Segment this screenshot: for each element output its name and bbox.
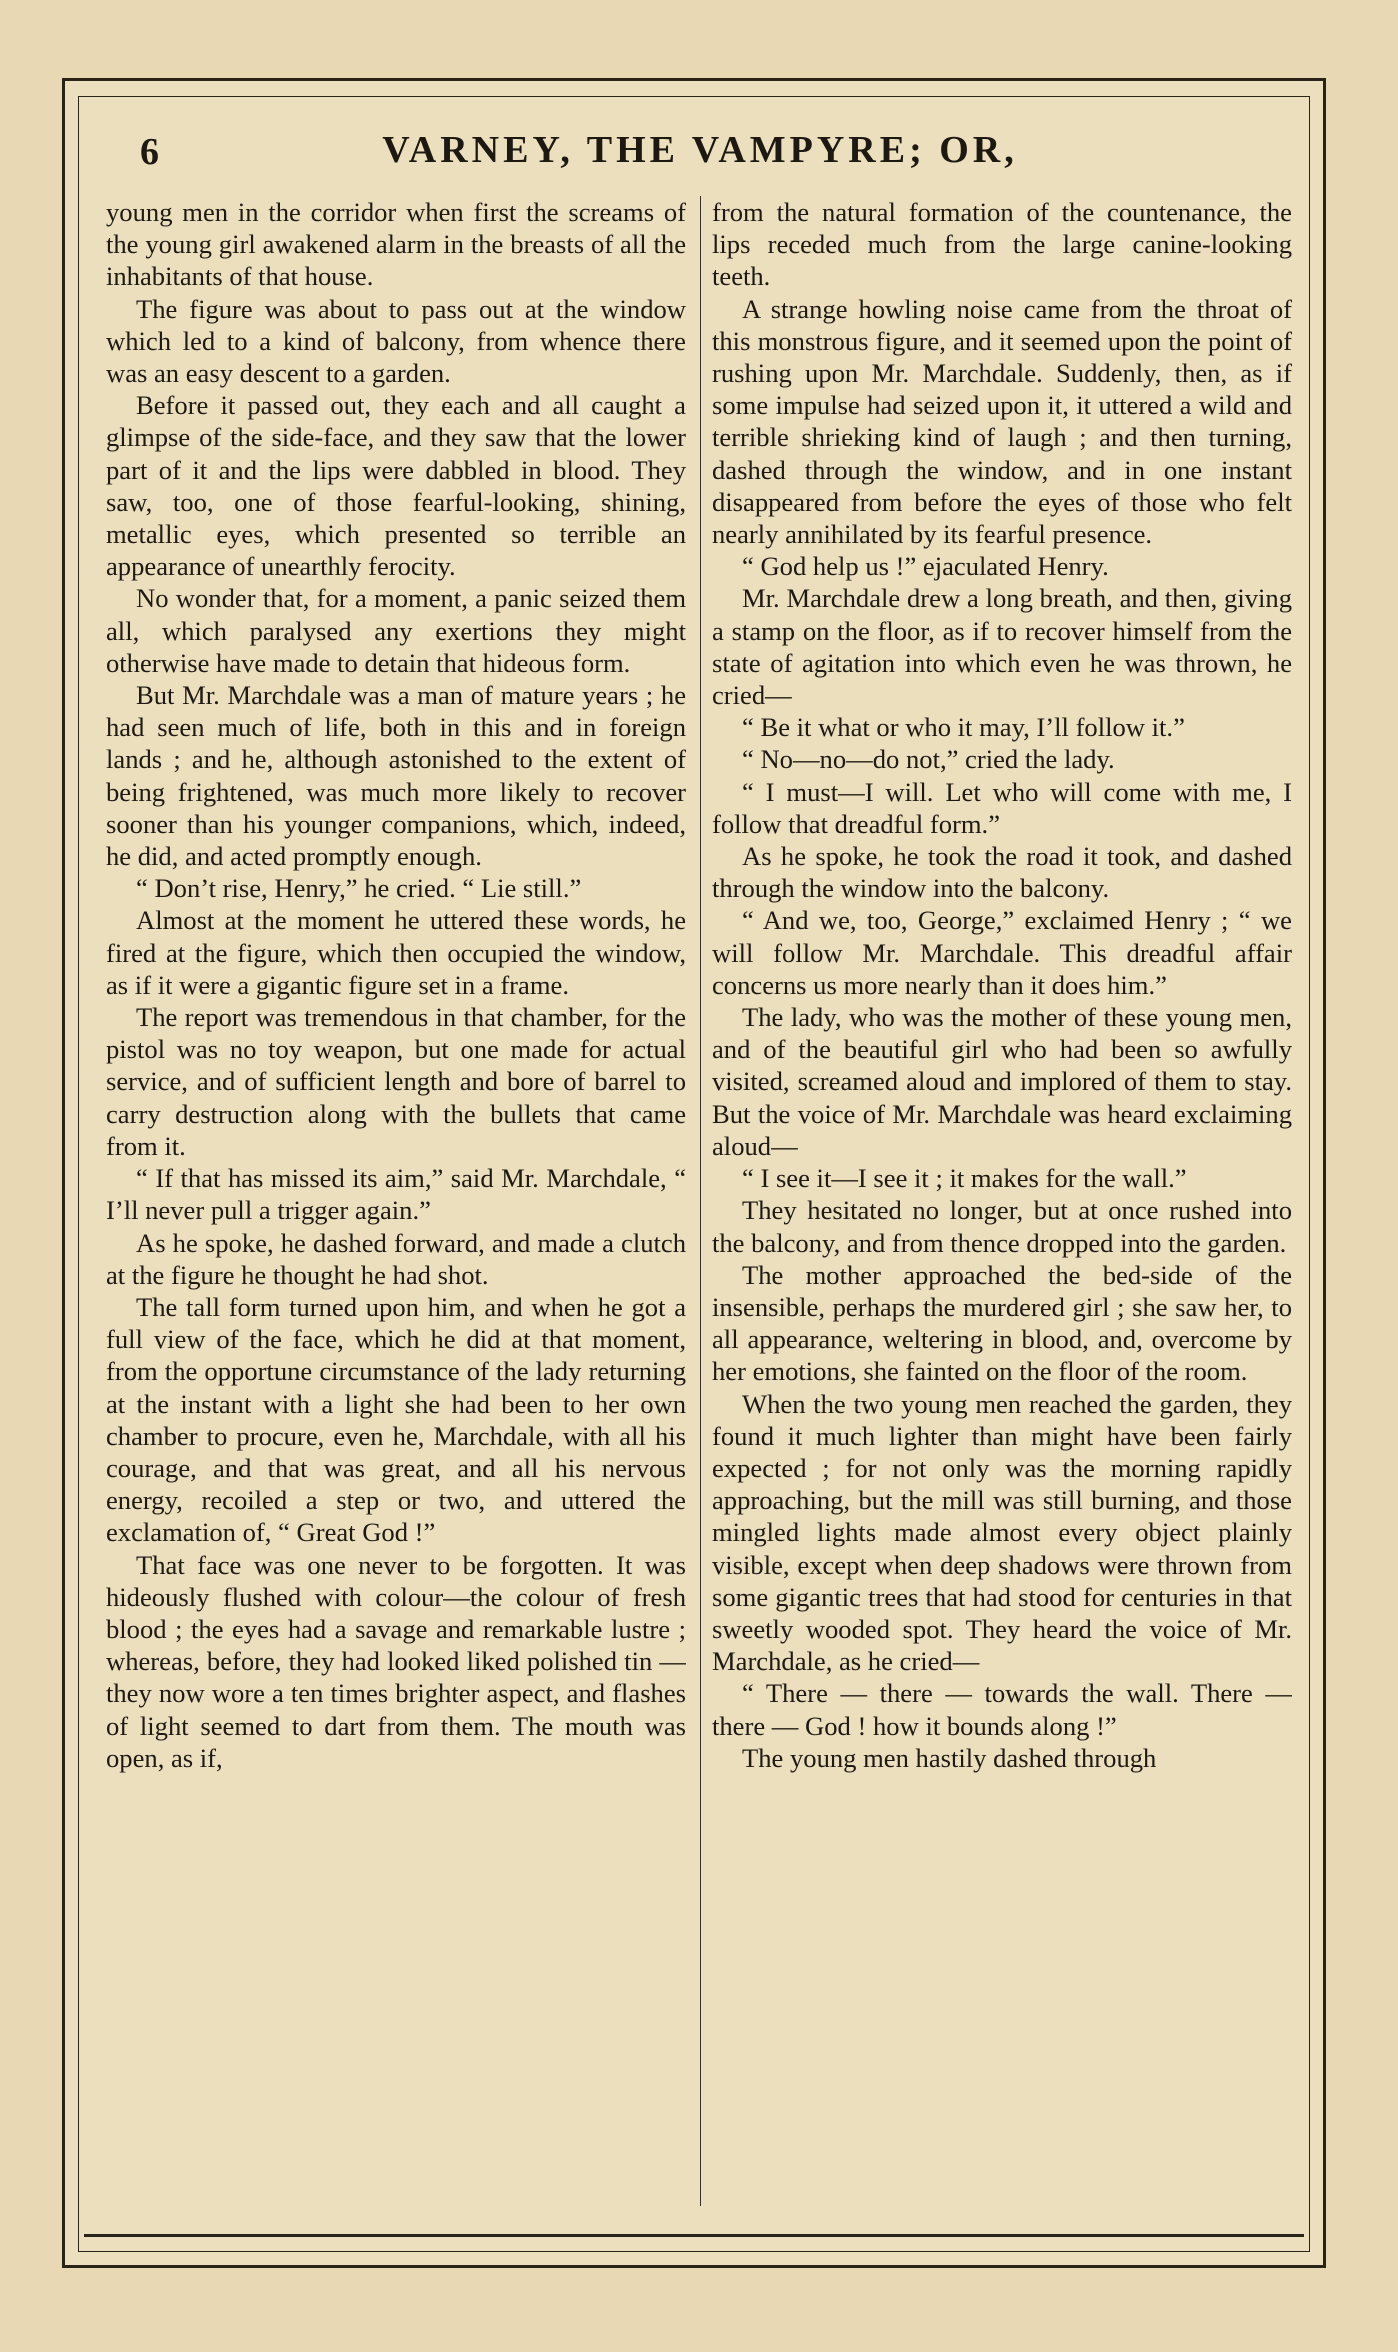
paragraph: “ Be it what or who it may, I’ll follow it.” [742,712,1185,743]
column-divider [700,196,701,2206]
paragraph: That face was one never to be forgotten. It was hideously flushed with colour—the colour of fresh blood ; the eyes had a savage and remarkable lustre ; whereas, before, they had looked liked polished tin —they now wore a ten times brighter aspect, and flashes of light seemed to dart from them. The mouth was open, as if, [106,1549,686,1773]
paragraph: As he spoke, he took the road it took, and dashed through the window into the balcony. [712,841,1292,904]
paragraph: “ No—no—do not,” cried the lady. [742,744,1115,775]
paragraph: “ There — there — towards the wall. There — there — God ! how it bounds along !” [712,1678,1292,1741]
paragraph: The report was tremendous in that chamber, for the pistol was no toy weapon, but one made for actual service, and of sufficient length and bore of barrel to carry destruction along with the bullets that came from it. [106,1002,686,1161]
paragraph: Almost at the moment he uttered these words, he fired at the figure, which then occupied the window, as if it were a gigantic figure set in a frame. [106,905,686,1000]
paragraph: A strange howling noise came from the throat of this monstrous figure, and it seemed upon the point of rushing upon Mr. Marchdale. Suddenly, then, as if some impulse had seized upon it, it uttered a wild and terrible shrieking kind of laugh ; and then turning, dashed through the window, and in one instant disappeared from before the eyes of those who felt nearly annihilated by its fearful presence. [712,293,1292,550]
paragraph: When the two young men reached the garden, they found it much lighter than might have been fairly expected ; for not only was the morning rapidly approaching, but the mill was still burning, and those mingled lights made almost every object plainly visible, except when deep shadows were thrown from some gigantic trees that had stood for centuries in that sweetly wooded spot. They heard the voice of Mr. Marchdale, as he cried— [712,1388,1292,1677]
page-header [100,124,1300,184]
paragraph: “ If that has missed its aim,” said Mr. Marchdale, “ I’ll never pull a trigger again.” [106,1163,686,1226]
paragraph: The mother approached the bed-side of the insensible, perhaps the murdered girl ; she saw her, to all appearance, weltering in blood, and, overcome by her emotions, she fainted on the floor of the room. [712,1259,1292,1387]
right-column [712,196,1292,2216]
paragraph: “ I must—I will. Let who will come with me, I follow that dreadful form.” [712,776,1292,839]
paragraph: “ Don’t rise, Henry,” he cried. “ Lie still.” [136,873,582,904]
paragraph: As he spoke, he dashed forward, and made a clutch at the figure he thought he had shot. [106,1227,686,1290]
running-title: VARNEY, THE VAMPYRE; OR, [382,129,1018,171]
paragraph: The figure was about to pass out at the window which led to a kind of balcony, from whence there was an easy descent to a garden. [106,293,686,389]
paragraph: No wonder that, for a moment, a panic seized them all, which paralysed any exertions they might otherwise have made to detain that hideous form. [106,583,686,678]
paragraph: “ And we, too, George,” exclaimed Henry ; “ we will follow Mr. Marchdale. This dreadful affair concerns us more nearly than it does him.” [712,905,1292,1000]
paragraph: The lady, who was the mother of these young men, and of the beautiful girl who had been so awfully visited, screamed aloud and implored of them to stay. But the voice of Mr. Marchdale was heard exclaiming aloud— [712,1002,1292,1161]
bottom-rule [84,2234,1304,2237]
paragraph: young men in the corridor when first the screams of the young girl awakened alarm in the breasts of all the inhabitants of that house. [106,197,686,292]
paragraph: Mr. Marchdale drew a long breath, and then, giving a stamp on the floor, as if to recover himself from the state of agitation into which even he was thrown, he cried— [712,583,1292,711]
paragraph: “ I see it—I see it ; it makes for the wall.” [742,1163,1187,1194]
paragraph: “ God help us !” ejaculated Henry. [742,551,1109,582]
paragraph: They hesitated no longer, but at once rushed into the balcony, and from thence dropped into the garden. [712,1195,1292,1258]
paragraph: But Mr. Marchdale was a man of mature years ; he had seen much of life, both in this and in foreign lands ; and he, although astonished to the extent of being frightened, was much more likely to recover sooner than his younger companions, which, indeed, he did, and acted promptly enough. [106,680,686,872]
paragraph: The tall form turned upon him, and when he got a full view of the face, which he did at that moment, from the opportune circumstance of the lady returning at the instant with a light she had been to her own chamber to procure, even he, Marchdale, with all his courage, and that was great, and all his nervous energy, recoiled a step or two, and uttered the exclamation of, “ Great God !” [106,1291,686,1548]
left-column [106,196,686,2216]
paragraph: Before it passed out, they each and all caught a glimpse of the side-face, and they saw that the lower part of it and the lips were dabbled in blood. They saw, too, one of those fearful-looking, shining, metallic eyes, which presented so terrible an appearance of unearthly ferocity. [106,390,686,582]
page-number: 6 [140,131,159,173]
paragraph: from the natural formation of the countenance, the lips receded much from the large canine-looking teeth. [712,197,1292,292]
paragraph: The young men hastily dashed through [742,1742,1157,1773]
